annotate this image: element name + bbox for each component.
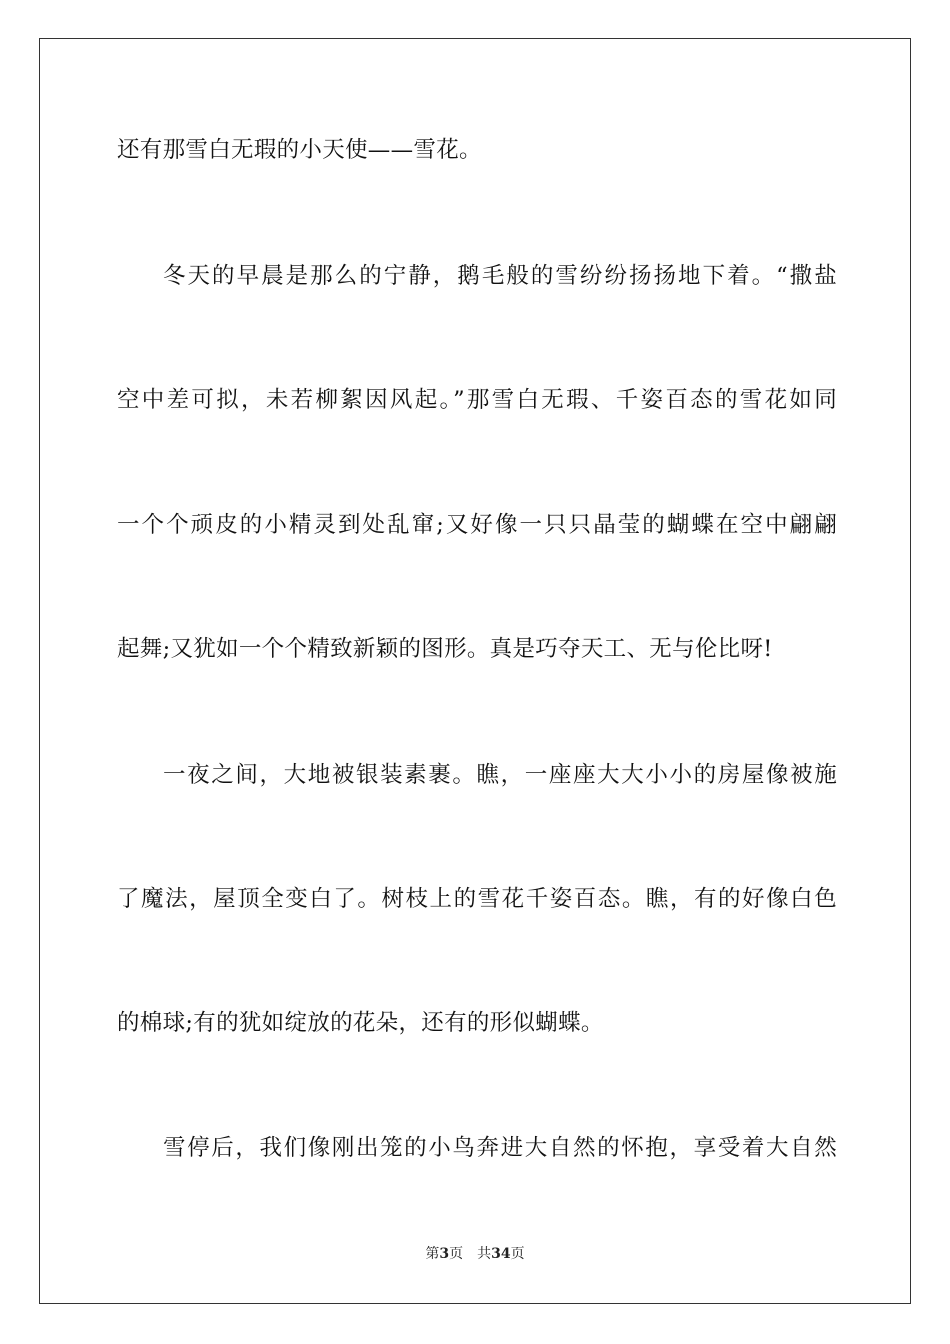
paragraph-line: 了魔法，屋顶全变白了。树枝上的雪花千姿百态。瞧，有的好像白色 [117, 886, 837, 912]
footer-total-prefix: 共 [477, 1246, 492, 1262]
page-footer [0, 1245, 950, 1263]
page-border [39, 38, 911, 1304]
footer-page-total: 34 [491, 1246, 511, 1262]
paragraph-line: 冬天的早晨是那么的宁静，鹅毛般的雪纷纷扬扬地下着。“撒盐 [163, 263, 837, 289]
paragraph-line: 还有那雪白无瑕的小天使——雪花。 [117, 137, 482, 163]
footer-page-current: 3 [439, 1246, 450, 1262]
paragraph-line: 一夜之间，大地被银装素裹。瞧，一座座大大小小的房屋像被施 [163, 762, 837, 788]
footer-total-suffix: 页 [510, 1246, 525, 1262]
footer-page-suffix: 页 [449, 1246, 464, 1262]
footer-page-prefix: 第 [425, 1246, 440, 1262]
paragraph-line: 空中差可拟，未若柳絮因风起。”那雪白无瑕、千姿百态的雪花如同 [117, 387, 837, 413]
paragraph-line: 雪停后，我们像刚出笼的小鸟奔进大自然的怀抱，享受着大自然 [163, 1135, 837, 1161]
paragraph-line: 起舞;又犹如一个个精致新颖的图形。真是巧夺天工、无与伦比呀! [117, 636, 773, 662]
paragraph-line: 的棉球;有的犹如绽放的花朵，还有的形似蝴蝶。 [117, 1010, 604, 1036]
paragraph-line: 一个个顽皮的小精灵到处乱窜;又好像一只只晶莹的蝴蝶在空中翩翩 [117, 512, 837, 538]
